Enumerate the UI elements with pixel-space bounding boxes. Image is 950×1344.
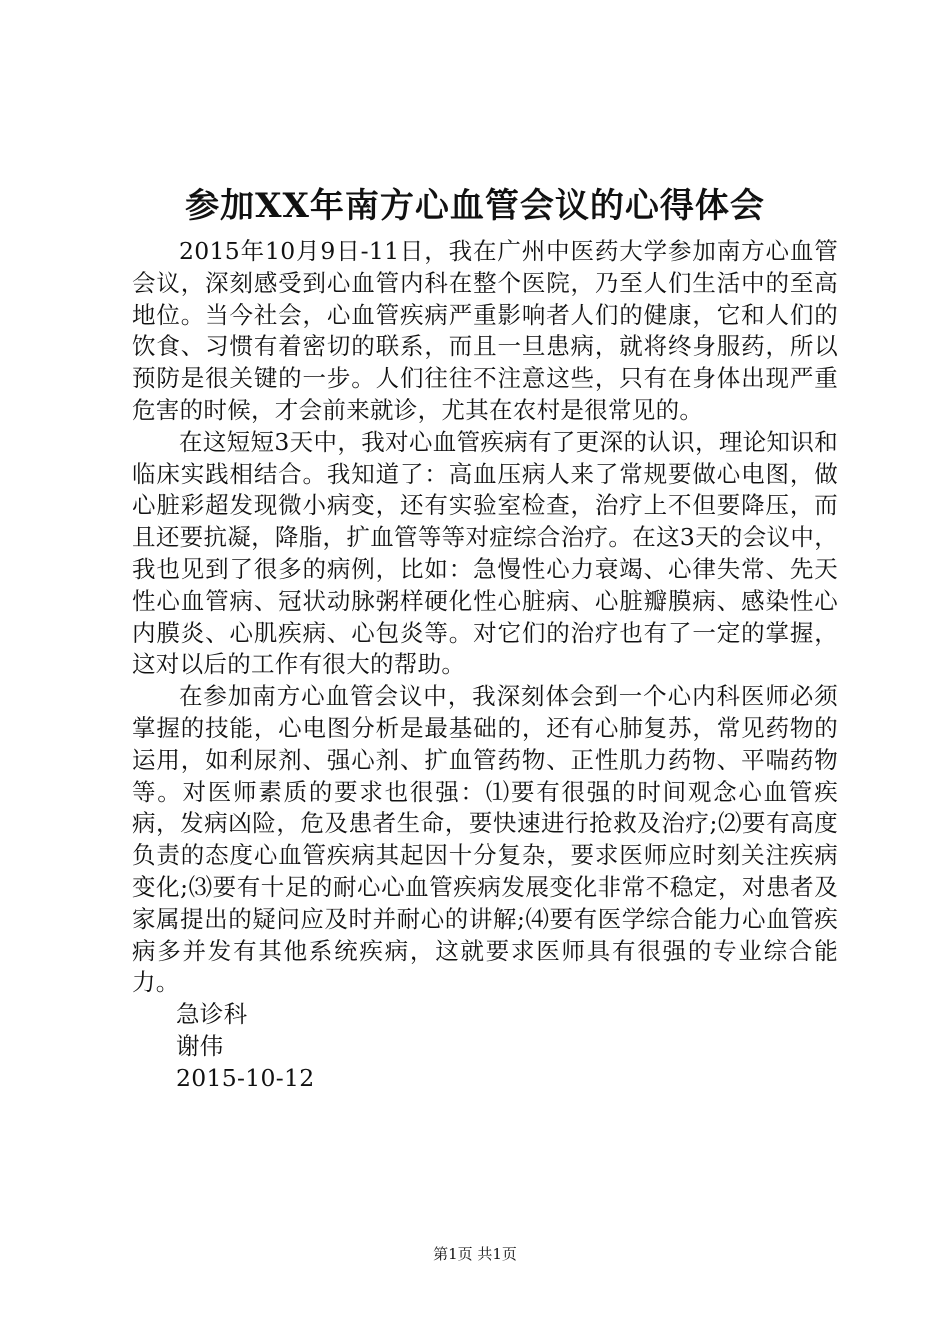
document-title: 参加XX年南方心血管会议的心得体会 <box>185 186 765 226</box>
signature-name: 谢伟 <box>176 1031 224 1060</box>
paragraph-3: 在参加南方心血管会议中，我深刻体会到一个心内科医师必须掌握的技能，心电图分析是最基础的，还有心肺复苏，常见药物的运用，如利尿剂、强心剂、扩血管药物、正性肌力药物、平喘药物等。对医师素质的要求也很强：⑴要有很强的时间观念心血管疾病，发病凶险，危及患者生命，要快速进行抢救及治疗;⑵要有高度负责的态度心血管疾病其起因十分复杂，要求医师应时刻关注疾病变化;⑶要有十足的耐心心血管疾病发展变化非常不稳定，对患者及家属提出的疑问应及时并耐心的讲解;⑷要有医学综合能力心血管疾病多并发有其他系统疾病，这就要求医师具有很强的专业综合能力。 <box>132 682 838 997</box>
signature-date: 2015-10-12 <box>176 1063 315 1092</box>
paragraph-1: 2015年10月9日-11日，我在广州中医药大学参加南方心血管会议，深刻感受到心血管内科在整个医院，乃至人们生活中的至高地位。当今社会，心血管疾病严重影响者人们的健康，它和人们的饮食、习惯有着密切的联系，而且一旦患病，就将终身服药，所以预防是很关键的一步。人们往往不注意这些，只有在身体出现严重危害的时候，才会前来就诊，尤其在农村是很常见的。 <box>132 237 838 424</box>
page-footer: 第1页 共1页 <box>433 1245 517 1263</box>
signature-department: 急诊科 <box>176 1000 248 1029</box>
paragraph-2: 在这短短3天中，我对心血管疾病有了更深的认识，理论知识和临床实践相结合。我知道了：高血压病人来了常规要做心电图，做心脏彩超发现微小病变，还有实验室检查，治疗上不但要降压，而且还要抗凝，降脂，扩血管等等对症综合治疗。在这3天的会议中，我也见到了很多的病例，比如：急慢性心力衰竭、心律失常、先天性心血管病、冠状动脉粥样硬化性心脏病、心脏瓣膜病、感染性心内膜炎、心肌疾病、心包炎等。对它们的治疗也有了一定的掌握，这对以后的工作有很大的帮助。 <box>132 427 838 679</box>
document-body <box>132 236 838 1095</box>
